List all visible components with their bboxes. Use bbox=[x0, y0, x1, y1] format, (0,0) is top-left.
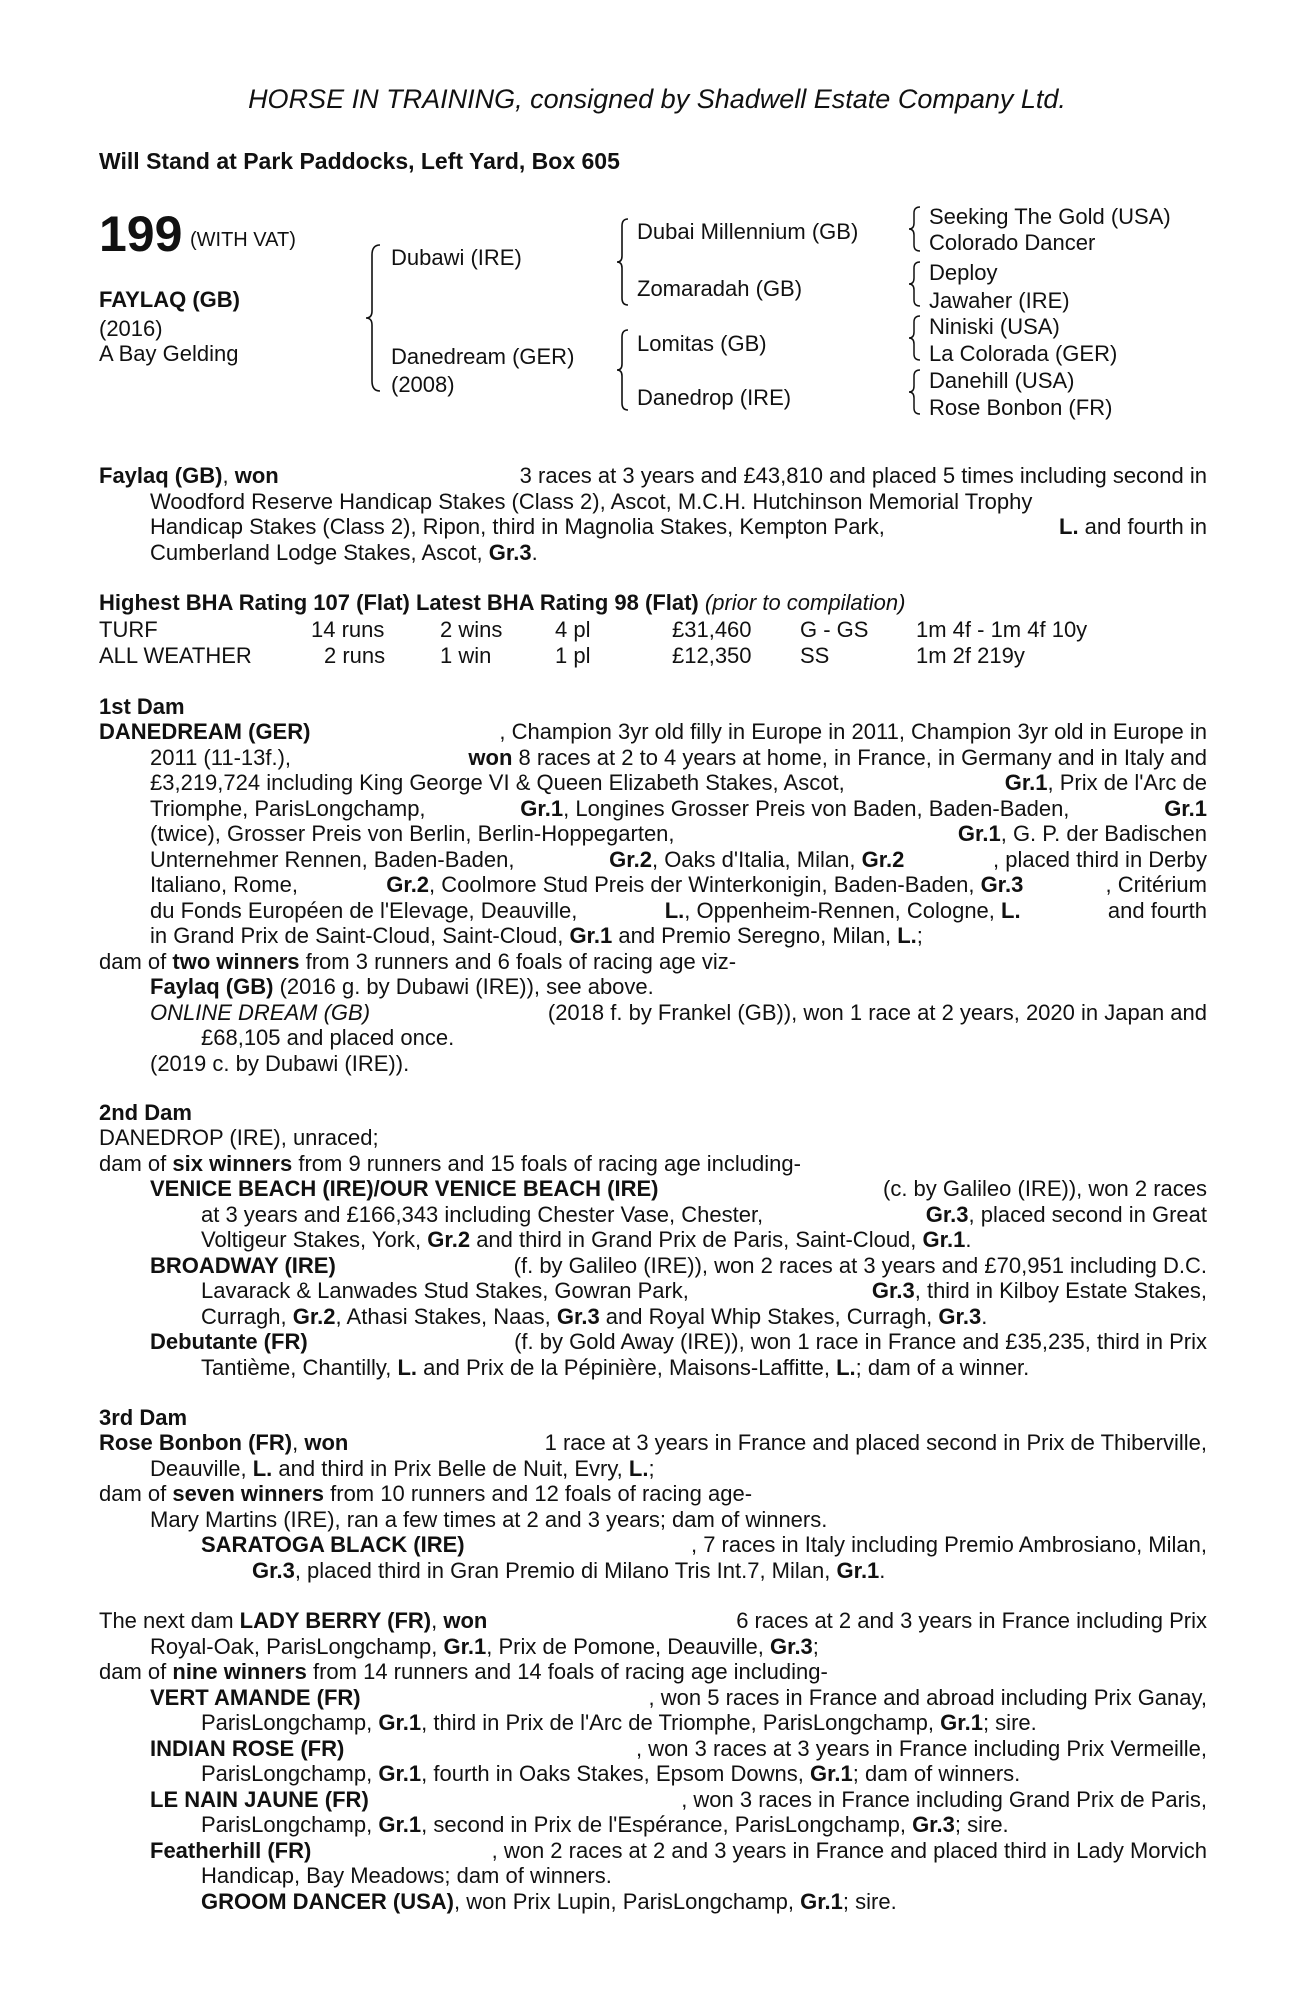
pedigree-brace-ds bbox=[907, 314, 923, 362]
pedigree-sire-sire: Dubai Millennium (GB) bbox=[637, 219, 859, 244]
dam2-line: Lavarack & Lanwades Stud Stakes, Gowran Park, Gr.3, third in Kilboy Estate Stakes, bbox=[201, 1278, 1207, 1303]
pedigree-ddd: Rose Bonbon (FR) bbox=[929, 395, 1113, 420]
pedigree-brace-dd bbox=[907, 368, 923, 416]
nextdam-line: ParisLongchamp, Gr.1, fourth in Oaks Stakes, Epsom Downs, Gr.1; dam of winners. bbox=[201, 1761, 1021, 1786]
rating-aw-dist: 1m 2f 219y bbox=[916, 643, 1025, 668]
dam3-line: Deauville, L. and third in Prix Belle de Nuit, Evry, L.; bbox=[150, 1455, 655, 1481]
pedigree-brace-ss bbox=[907, 205, 923, 253]
dam2-line: BROADWAY (IRE) (f. by Galileo (IRE)), won 2 races at 3 years and £70,951 including D.C. bbox=[150, 1252, 1207, 1278]
rating-turf-wins: 2 wins bbox=[440, 617, 503, 642]
next-dam-text bbox=[99, 1608, 1207, 1914]
dam1-line: Triomphe, ParisLongchamp, Gr.1, Longines Grosser Preis von Baden, Baden-Baden, Gr.1 bbox=[150, 795, 1207, 821]
second-dam-text bbox=[99, 1125, 1207, 1380]
pedigree-sire-dam: Zomaradah (GB) bbox=[637, 276, 803, 301]
pedigree-sss: Seeking The Gold (USA) bbox=[929, 204, 1171, 229]
dam2-line: dam of six winners from 9 runners and 15 foals of racing age including- bbox=[99, 1150, 801, 1176]
pedigree-dds: Danehill (USA) bbox=[929, 368, 1075, 393]
dam2-line: Debutante (FR) (f. by Gold Away (IRE)), won 1 race in France and £35,235, third in Prix bbox=[150, 1329, 1207, 1354]
dam3-line: Gr.3, placed third in Gran Premio di Milano Tris Int.7, Milan, Gr.1. bbox=[252, 1557, 886, 1583]
summary-line: Woodford Reserve Handicap Stakes (Class 2), Ascot, M.C.H. Hutchinson Memorial Trophy bbox=[150, 488, 1033, 514]
rating-heading: Highest BHA Rating 107 (Flat) Latest BHA Rating 98 (Flat) (prior to compilation) bbox=[99, 590, 906, 615]
dam1-line: Faylaq (GB) (2016 g. by Dubawi (IRE)), see above. bbox=[150, 974, 654, 999]
dam3-line: dam of seven winners from 10 runners and 12 foals of racing age- bbox=[99, 1481, 753, 1506]
nextdam-line: GROOM DANCER (USA), won Prix Lupin, ParisLongchamp, Gr.1; sire. bbox=[201, 1888, 897, 1914]
dam1-line: (2019 c. by Dubawi (IRE)). bbox=[150, 1050, 410, 1076]
pedigree-brace-sd bbox=[907, 260, 923, 308]
rating-aw-pl: 1 pl bbox=[555, 643, 591, 668]
pedigree-dam-dam: Danedrop (IRE) bbox=[637, 385, 792, 410]
nextdam-line: ParisLongchamp, Gr.1, second in Prix de l'Espérance, ParisLongchamp, Gr.3; sire. bbox=[201, 1812, 1009, 1837]
lot-number: 199 bbox=[99, 206, 183, 262]
dam2-line: DANEDROP (IRE), unraced; bbox=[99, 1125, 379, 1150]
rating-aw-runs: 2 runs bbox=[324, 643, 386, 668]
nextdam-line: Featherhill (FR) , won 2 races at 2 and 3 years in France and placed third in Lady Morvich bbox=[150, 1837, 1207, 1863]
stand-location: Will Stand at Park Paddocks, Left Yard, Box 605 bbox=[99, 148, 620, 174]
third-dam-text bbox=[99, 1430, 1207, 1583]
dam1-line: £68,105 and placed once. bbox=[201, 1025, 455, 1050]
vat-note: (WITH VAT) bbox=[190, 229, 296, 251]
race-summary bbox=[99, 463, 1207, 565]
pedigree-sds: Deploy bbox=[929, 260, 998, 285]
rating-aw-wins: 1 win bbox=[440, 643, 492, 668]
dam2-line: VENICE BEACH (IRE)/OUR VENICE BEACH (IRE) (c. by Galileo (IRE)), won 2 races bbox=[150, 1176, 1207, 1201]
third-dam-title: 3rd Dam bbox=[99, 1405, 188, 1430]
rating-turf-money: £31,460 bbox=[672, 617, 752, 642]
nextdam-line: LE NAIN JAUNE (FR) , won 3 races in France including Grand Prix de Paris, bbox=[150, 1786, 1207, 1812]
dam2-line: Voltigeur Stakes, York, Gr.2 and third in Grand Prix de Paris, Saint-Cloud, Gr.1. bbox=[201, 1227, 972, 1252]
summary-line: Faylaq (GB), won 3 races at 3 years and £43,810 and placed 5 times including second in bbox=[99, 463, 1207, 488]
pedigree-dam-year: (2008) bbox=[391, 372, 455, 397]
rating-aw-going: SS bbox=[800, 643, 830, 668]
rating-turf-dist: 1m 4f - 1m 4f 10y bbox=[916, 617, 1088, 642]
consignment-heading: HORSE IN TRAINING, consigned by Shadwell Estate Company Ltd. bbox=[248, 84, 1066, 114]
summary-line: Handicap Stakes (Class 2), Ripon, third in Magnolia Stakes, Kempton Park, L. and fourth in bbox=[150, 514, 1207, 539]
pedigree-brace-main bbox=[364, 243, 384, 393]
dam3-line: SARATOGA BLACK (IRE) , 7 races in Italy including Premio Ambrosiano, Milan, bbox=[201, 1532, 1207, 1557]
rating-turf-going: G - GS bbox=[800, 617, 869, 642]
rating-aw-money: £12,350 bbox=[672, 643, 752, 668]
dam2-line: at 3 years and £166,343 including Chester Vase, Chester, Gr.3, placed second in Great bbox=[201, 1201, 1207, 1227]
nextdam-line: dam of nine winners from 14 runners and 14 foals of racing age including- bbox=[99, 1659, 828, 1684]
dam1-line: Italiano, Rome, Gr.2, Coolmore Stud Preis der Winterkonigin, Baden-Baden, Gr.3 , Critérium bbox=[150, 872, 1207, 897]
pedigree-dam: Danedream (GER) bbox=[391, 344, 575, 369]
pedigree-sdd: Jawaher (IRE) bbox=[929, 288, 1070, 313]
pedigree-sire: Dubawi (IRE) bbox=[391, 245, 522, 270]
nextdam-line: The next dam LADY BERRY (FR), won 6 races at 2 and 3 years in France including Prix bbox=[99, 1608, 1207, 1633]
horse-year: (2016) bbox=[99, 316, 163, 341]
nextdam-line: VERT AMANDE (FR) , won 5 races in France and abroad including Prix Ganay, bbox=[150, 1684, 1207, 1710]
first-dam-text bbox=[99, 719, 1207, 1076]
second-dam-title: 2nd Dam bbox=[99, 1100, 192, 1125]
pedigree-brace-dam bbox=[615, 328, 631, 412]
dam1-line: (twice), Grosser Preis von Berlin, Berlin-Hoppegarten, Gr.1, G. P. der Badischen bbox=[150, 821, 1207, 846]
rating-turf-pl: 4 pl bbox=[555, 617, 591, 642]
nextdam-line: Handicap, Bay Meadows; dam of winners. bbox=[201, 1863, 612, 1888]
dam2-line: Tantième, Chantilly, L. and Prix de la Pépinière, Maisons-Laffitte, L.; dam of a winner. bbox=[201, 1354, 1030, 1380]
first-dam-title: 1st Dam bbox=[99, 694, 185, 719]
dam1-line: DANEDREAM (GER) , Champion 3yr old filly in Europe in 2011, Champion 3yr old in Europe in bbox=[99, 719, 1207, 744]
pedigree-dsd: La Colorada (GER) bbox=[929, 341, 1118, 366]
pedigree-brace-sire bbox=[615, 217, 631, 307]
dam1-line: £3,219,724 including King George VI & Queen Elizabeth Stakes, Ascot, Gr.1, Prix de l'Arc de bbox=[150, 770, 1207, 795]
pedigree-dam-sire: Lomitas (GB) bbox=[637, 331, 767, 356]
summary-line: Cumberland Lodge Stakes, Ascot, Gr.3. bbox=[150, 539, 538, 565]
pedigree-dss: Niniski (USA) bbox=[929, 314, 1060, 339]
dam1-line: dam of two winners from 3 runners and 6 foals of racing age viz- bbox=[99, 948, 737, 974]
dam1-line: du Fonds Européen de l'Elevage, Deauville, L., Oppenheim-Rennen, Cologne, L. and fourth bbox=[150, 897, 1207, 923]
rating-turf-label: TURF bbox=[99, 617, 158, 642]
horse-name: FAYLAQ (GB) bbox=[99, 287, 240, 312]
nextdam-line: INDIAN ROSE (FR) , won 3 races at 3 years in France including Prix Vermeille, bbox=[150, 1735, 1207, 1761]
nextdam-line: Royal-Oak, ParisLongchamp, Gr.1, Prix de Pomone, Deauville, Gr.3; bbox=[150, 1633, 819, 1659]
dam1-line: 2011 (11-13f.), won 8 races at 2 to 4 years at home, in France, in Germany and in Italy and bbox=[150, 744, 1207, 770]
nextdam-line: ParisLongchamp, Gr.1, third in Prix de l'Arc de Triomphe, ParisLongchamp, Gr.1; sire. bbox=[201, 1710, 1037, 1735]
horse-description: A Bay Gelding bbox=[99, 341, 239, 366]
rating-turf-runs: 14 runs bbox=[311, 617, 385, 642]
dam1-line: Unternehmer Rennen, Baden-Baden, Gr.2, Oaks d'Italia, Milan, Gr.2 , placed third in Derby bbox=[150, 846, 1207, 872]
dam3-line: Rose Bonbon (FR), won 1 race at 3 years in France and placed second in Prix de Thiberville, bbox=[99, 1430, 1207, 1455]
dam1-line: ONLINE DREAM (GB) (2018 f. by Frankel (GB)), won 1 race at 2 years, 2020 in Japan and bbox=[150, 999, 1207, 1025]
pedigree-ssd: Colorado Dancer bbox=[929, 230, 1096, 255]
dam1-line: in Grand Prix de Saint-Cloud, Saint-Cloud, Gr.1 and Premio Seregno, Milan, L.; bbox=[150, 923, 923, 948]
dam2-line: Curragh, Gr.2, Athasi Stakes, Naas, Gr.3 and Royal Whip Stakes, Curragh, Gr.3. bbox=[201, 1303, 988, 1329]
rating-aw-label: ALL WEATHER bbox=[99, 643, 252, 668]
dam3-line: Mary Martins (IRE), ran a few times at 2 and 3 years; dam of winners. bbox=[150, 1506, 828, 1532]
